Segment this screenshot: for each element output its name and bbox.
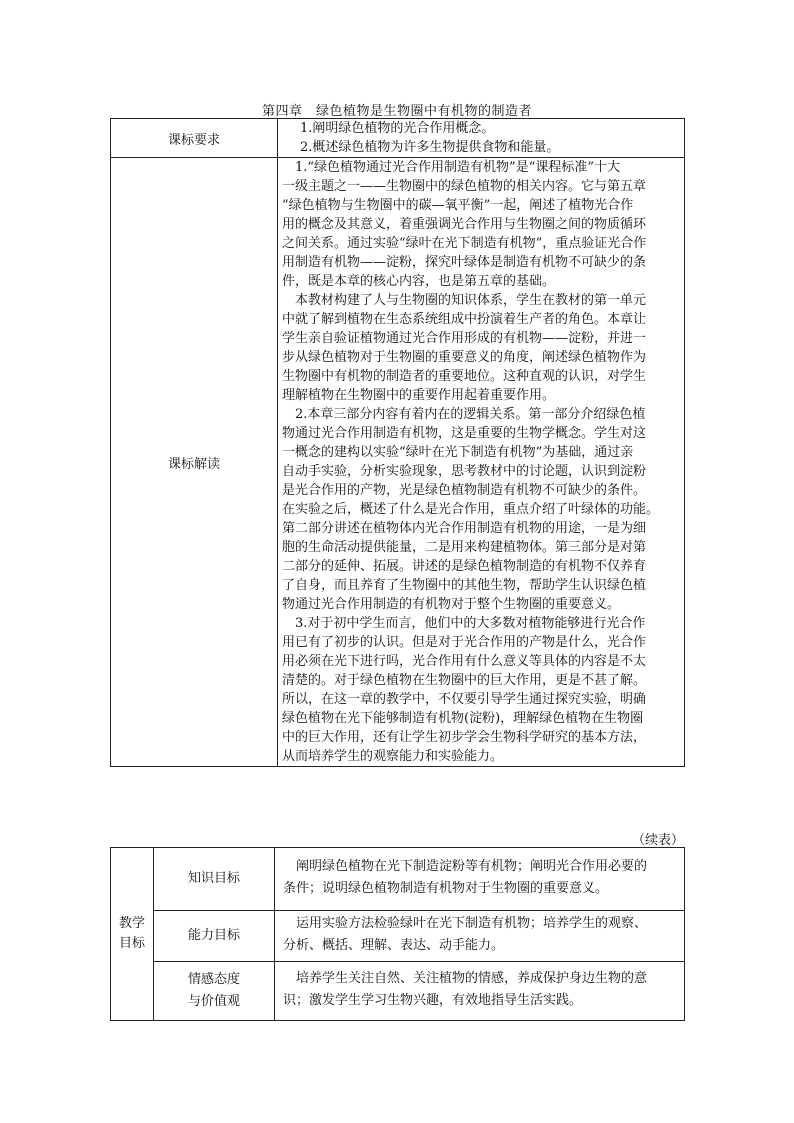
goal-line: 运用实验方法检验绿叶在光下制造有机物；培养学生的观察、	[283, 916, 648, 931]
ability-goal-label	[154, 911, 275, 962]
interpretation-line: 2.本章三部分内容有着内在的逻辑关系。第一部分介绍绿色植	[282, 407, 646, 422]
requirement-line: 2.概述绿色植物为许多生物提供食物和能量。	[300, 140, 560, 155]
interpretation-line: 本教材构建了人与生物圈的知识体系，学生在教材的第一单元	[282, 293, 647, 308]
goal-row-knowledge	[111, 848, 685, 911]
goal-line: 培养学生关注自然、关注植物的情感，养成保护身边生物的意	[283, 971, 648, 986]
attitude-goal-label-line2: 与价值观	[187, 994, 240, 1009]
requirements-row	[111, 119, 685, 158]
interpretation-line: 生物圈中有机物的制造者的重要地位。这种直观的认识，对学生	[282, 369, 647, 384]
interpretation-line: 学生亲自验证植物通过光合作用形成的有机物——淀粉，并进一	[282, 331, 647, 346]
interpretation-line: 用制造有机物——淀粉，探究叶绿体是制造有机物不可缺少的条	[282, 255, 647, 270]
interpretation-line: 清楚的。对于绿色植物在生物圈中的巨大作用，更是不甚了解。	[282, 673, 647, 688]
interpretation-line: 在实验之后，概述了什么是光合作用，重点介绍了叶绿体的功能。	[282, 502, 660, 517]
interpretation-line: 理解植物在生物圈中的重要作用起着重要作用。	[282, 388, 556, 403]
goal-line: 分析、概括、理解、表达、动手能力。	[283, 938, 505, 953]
goal-line: 条件；说明绿色植物制造有机物对于生物圈的重要意义。	[283, 881, 609, 896]
continued-note: （续表）	[632, 833, 685, 848]
interpretation-line: 二部分的延伸、拓展。讲述的是绿色植物制造的有机物不仅养育	[282, 559, 647, 574]
interpretation-line: 绿色植物在光下能够制造有机物(淀粉)，理解绿色植物在生物圈	[282, 711, 644, 726]
interpretation-line: 所以，在这一章的教学中，不仅要引导学生通过探究实验，明确	[282, 692, 647, 707]
goal-line: 阐明绿色植物在光下制造淀粉等有机物；阐明光合作用必要的	[283, 859, 648, 874]
attitude-goal-content	[275, 962, 685, 1021]
interpretation-line: 用已有了初步的认识。但是对于光合作用的产物是什么，光合作	[282, 635, 647, 650]
interpretation-row	[111, 158, 685, 767]
interpretation-line: 了自身，而且养育了生物圈中的其他生物，帮助学生认识绿色植	[282, 578, 647, 593]
interpretation-line: 3.对于初中学生而言，他们中的大多数对植物能够进行光合作	[282, 616, 646, 631]
interpretation-line: 自动手实验，分析实验现象，思考教材中的讨论题，认识到淀粉	[282, 464, 647, 479]
interpretation-line: 1.“绿色植物通过光合作用制造有机物”是“课程标准”十大	[282, 160, 620, 175]
requirement-line: 1.阐明绿色植物的光合作用概念。	[300, 121, 495, 136]
chapter-title: 第四章 绿色植物是生物圈中有机物的制造者	[261, 104, 532, 119]
attitude-goal-label	[154, 962, 275, 1021]
interpretation-line: 件，既是本章的核心内容，也是第五章的基础。	[282, 274, 556, 289]
knowledge-goal-label-text: 知识目标	[187, 871, 240, 886]
requirements-content	[278, 119, 685, 158]
interpretation-line: 从而培养学生的观察能力和实验能力。	[282, 749, 504, 764]
interpretation-line: 物通过光合作用制造的有机物对于整个生物圈的重要意义。	[282, 597, 621, 612]
interpretation-line: 胞的生命活动提供能量，二是用来构建植物体。第三部分是对第	[282, 540, 647, 555]
teaching-goals-label-line1: 教学	[118, 916, 145, 931]
goal-row-attitude	[111, 962, 685, 1021]
interpretation-line: 用的概念及其意义，着重强调光合作用与生物圈之间的物质循环	[282, 217, 647, 232]
knowledge-goal-label	[154, 848, 275, 911]
interpretation-line: 是光合作用的产物，光是绿色植物制造有机物不可缺少的条件。	[282, 483, 647, 498]
requirements-label: 课标要求	[111, 119, 278, 158]
interpretation-line: 一概念的建构以实验“绿叶在光下制造有机物”为基础，通过亲	[282, 445, 634, 460]
ability-goal-label-text: 能力目标	[187, 928, 240, 943]
interpretation-line: 步从绿色植物对于生物圈的重要意义的角度，阐述绿色植物作为	[282, 350, 647, 365]
interpretation-line: 之间关系。通过实验“绿叶在光下制造有机物”，重点验证光合作	[282, 236, 647, 251]
interpretation-content	[278, 158, 685, 767]
goal-line: 识；激发学生学习生物兴趣，有效地指导生活实践。	[283, 993, 583, 1008]
goal-row-ability	[111, 911, 685, 962]
ability-goal-content	[275, 911, 685, 962]
interpretation-line: 第二部分讲述在植物体内光合作用制造有机物的用途，一是为细	[282, 521, 647, 536]
interpretation-line: 中的巨大作用，还有让学生初步学会生物科学研究的基本方法，	[282, 730, 647, 745]
attitude-goal-label-line1: 情感态度	[187, 972, 240, 987]
interpretation-line: 用必须在光下进行吗，光合作用有什么意义等具体的内容是不太	[282, 654, 647, 669]
interpretation-line: 物通过光合作用制造有机物，这是重要的生物学概念。学生对这	[282, 426, 647, 441]
curriculum-table	[110, 118, 685, 767]
teaching-goals-label	[111, 848, 154, 1021]
interpretation-label: 课标解读	[111, 158, 278, 767]
interpretation-line: 一级主题之一——生物圈中的绿色植物的相关内容。它与第五章	[282, 179, 647, 194]
teaching-goals-label-line2: 目标	[118, 936, 145, 951]
knowledge-goal-content	[275, 848, 685, 911]
interpretation-line: 中就了解到植物在生态系统组成中扮演着生产者的角色。本章让	[282, 312, 647, 327]
teaching-goals-table	[110, 847, 685, 1021]
interpretation-line: “绿色植物与生物圈中的碳—氧平衡”一起，阐述了植物光合作	[282, 198, 634, 213]
